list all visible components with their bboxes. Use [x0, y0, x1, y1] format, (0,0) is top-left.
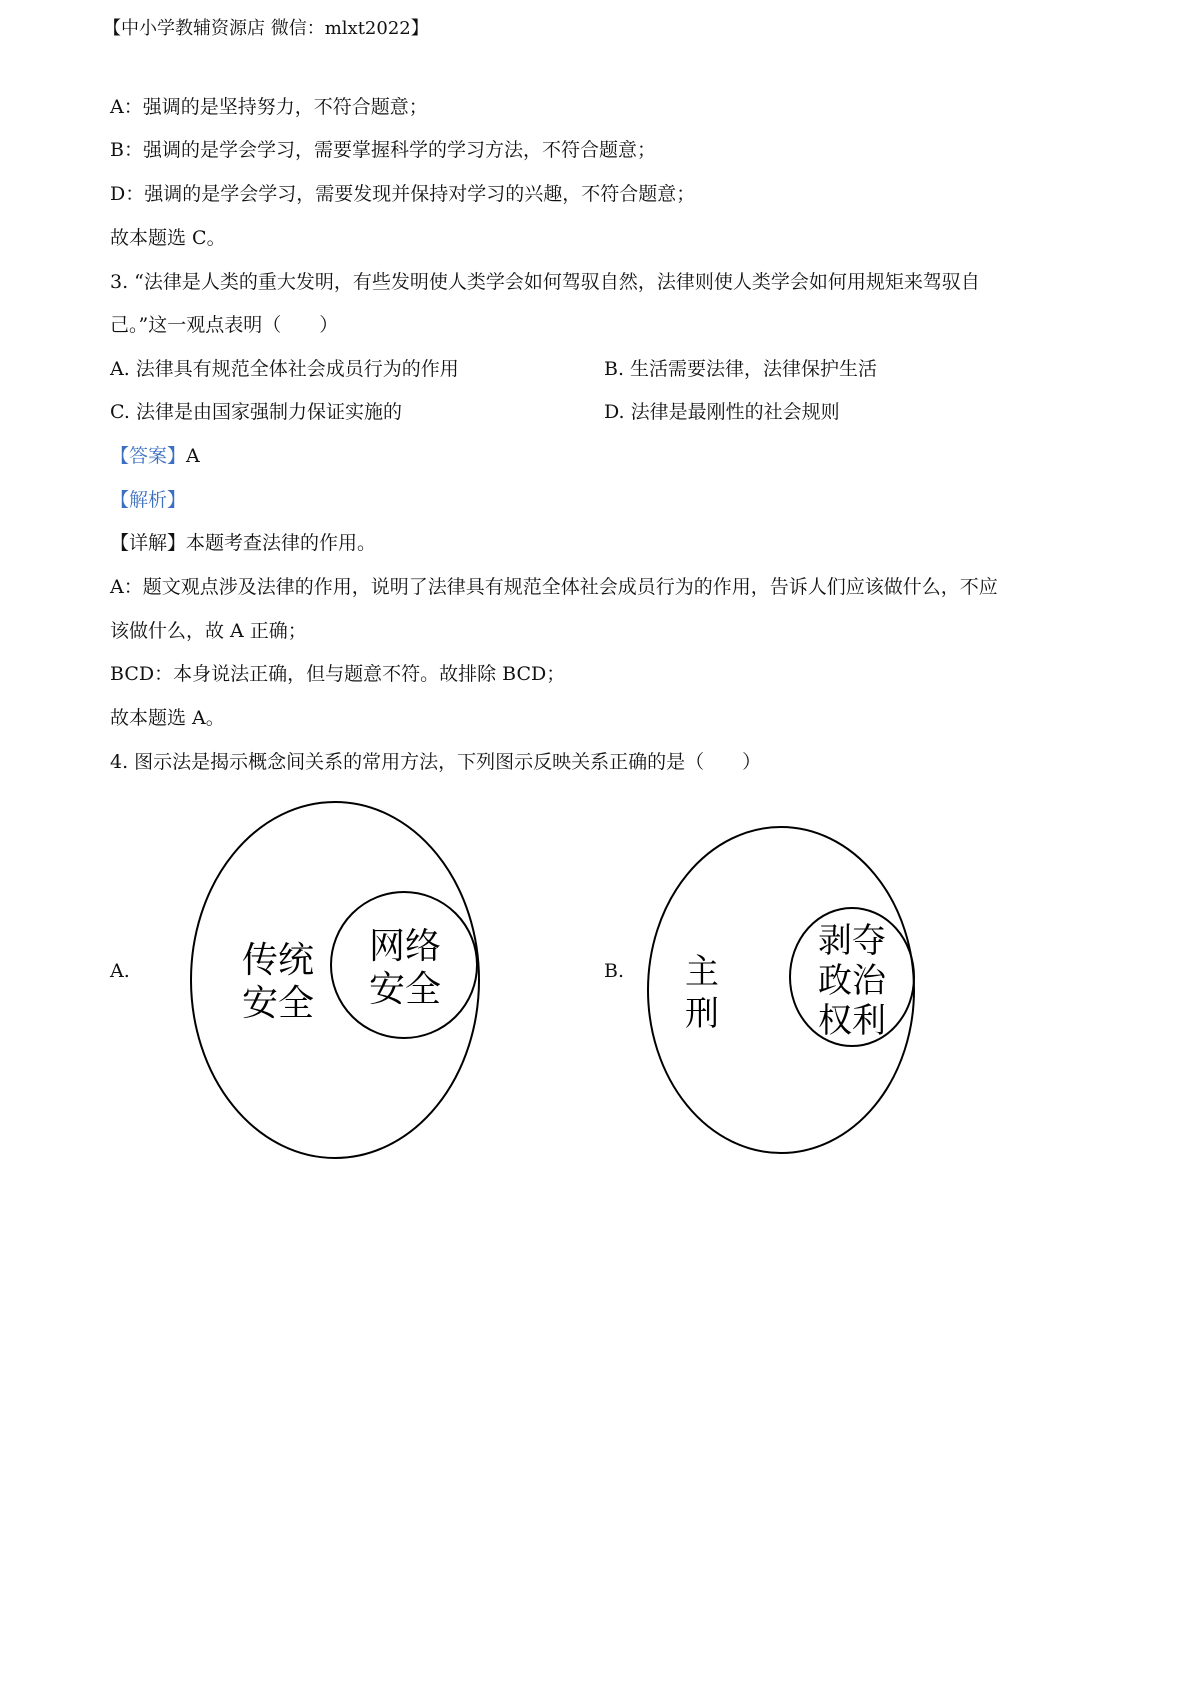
diagram-b-inner-text-2: 政治 [818, 961, 886, 1001]
diagram-b-outer-text-1: 主 [685, 952, 719, 992]
diagram-a-inner-text-2: 安全 [368, 969, 442, 1010]
diagram-b-inner-text-1: 剥夺 [818, 921, 886, 961]
q3-option-c: C. 法律是由国家强制力保证实施的 [110, 401, 402, 423]
diagram-b-inner-text-3: 权利 [818, 1001, 886, 1041]
q3-explain-line3: BCD：本身说法正确，但与题意不符。故排除 BCD； [110, 663, 566, 685]
q3-detail: 【详解】本题考查法律的作用。 [110, 532, 377, 554]
diagram-a [190, 800, 490, 1160]
q3-answer [110, 443, 200, 469]
q3-analysis-tag: 【解析】 [110, 489, 187, 511]
q3-option-d: D. 法律是最刚性的社会规则 [604, 401, 840, 423]
diagram-b-label: B. [604, 960, 625, 982]
answer-value: A [186, 445, 200, 467]
diagram-a-outer-text-2: 安全 [241, 983, 315, 1024]
diagram-a-outer-text-1: 传统 [241, 940, 315, 981]
q3-option-b: B. 生活需要法律，法律保护生活 [604, 358, 878, 380]
diagram-b-outer-text-2: 刑 [685, 994, 719, 1034]
answer-tag: 【答案】 [110, 445, 187, 467]
header-watermark: 【中小学教辅资源店 微信：mlxt2022】 [103, 18, 429, 39]
q3-stem-line2: 己。”这一观点表明（ ） [110, 314, 339, 336]
diagram-a-label: A. [110, 960, 130, 982]
prev-explanation-d: D：强调的是学会学习，需要发现并保持对学习的兴趣，不符合题意； [110, 183, 696, 205]
diagram-a-inner-text-1: 网络 [368, 926, 442, 967]
q3-explain-line2: 该做什么，故 A 正确； [110, 620, 307, 642]
q3-explain-line1: A：题文观点涉及法律的作用，说明了法律具有规范全体社会成员行为的作用，告诉人们应该做什么，不应 [110, 576, 998, 598]
prev-conclusion: 故本题选 C。 [110, 227, 226, 249]
q3-conclusion: 故本题选 A。 [110, 707, 225, 729]
prev-explanation-a: A：强调的是坚持努力，不符合题意； [110, 96, 428, 118]
q3-stem-line1: 3. “法律是人类的重大发明，有些发明使人类学会如何驾驭自然，法律则使人类学会如何用规矩来驾驭自 [110, 271, 980, 293]
q3-option-a: A. 法律具有规范全体社会成员行为的作用 [110, 358, 459, 380]
prev-explanation-b: B：强调的是学会学习，需要掌握科学的学习方法，不符合题意； [110, 139, 656, 161]
diagram-b [646, 825, 926, 1155]
q4-stem: 4. 图示法是揭示概念间关系的常用方法，下列图示反映关系正确的是（ ） [110, 751, 762, 773]
